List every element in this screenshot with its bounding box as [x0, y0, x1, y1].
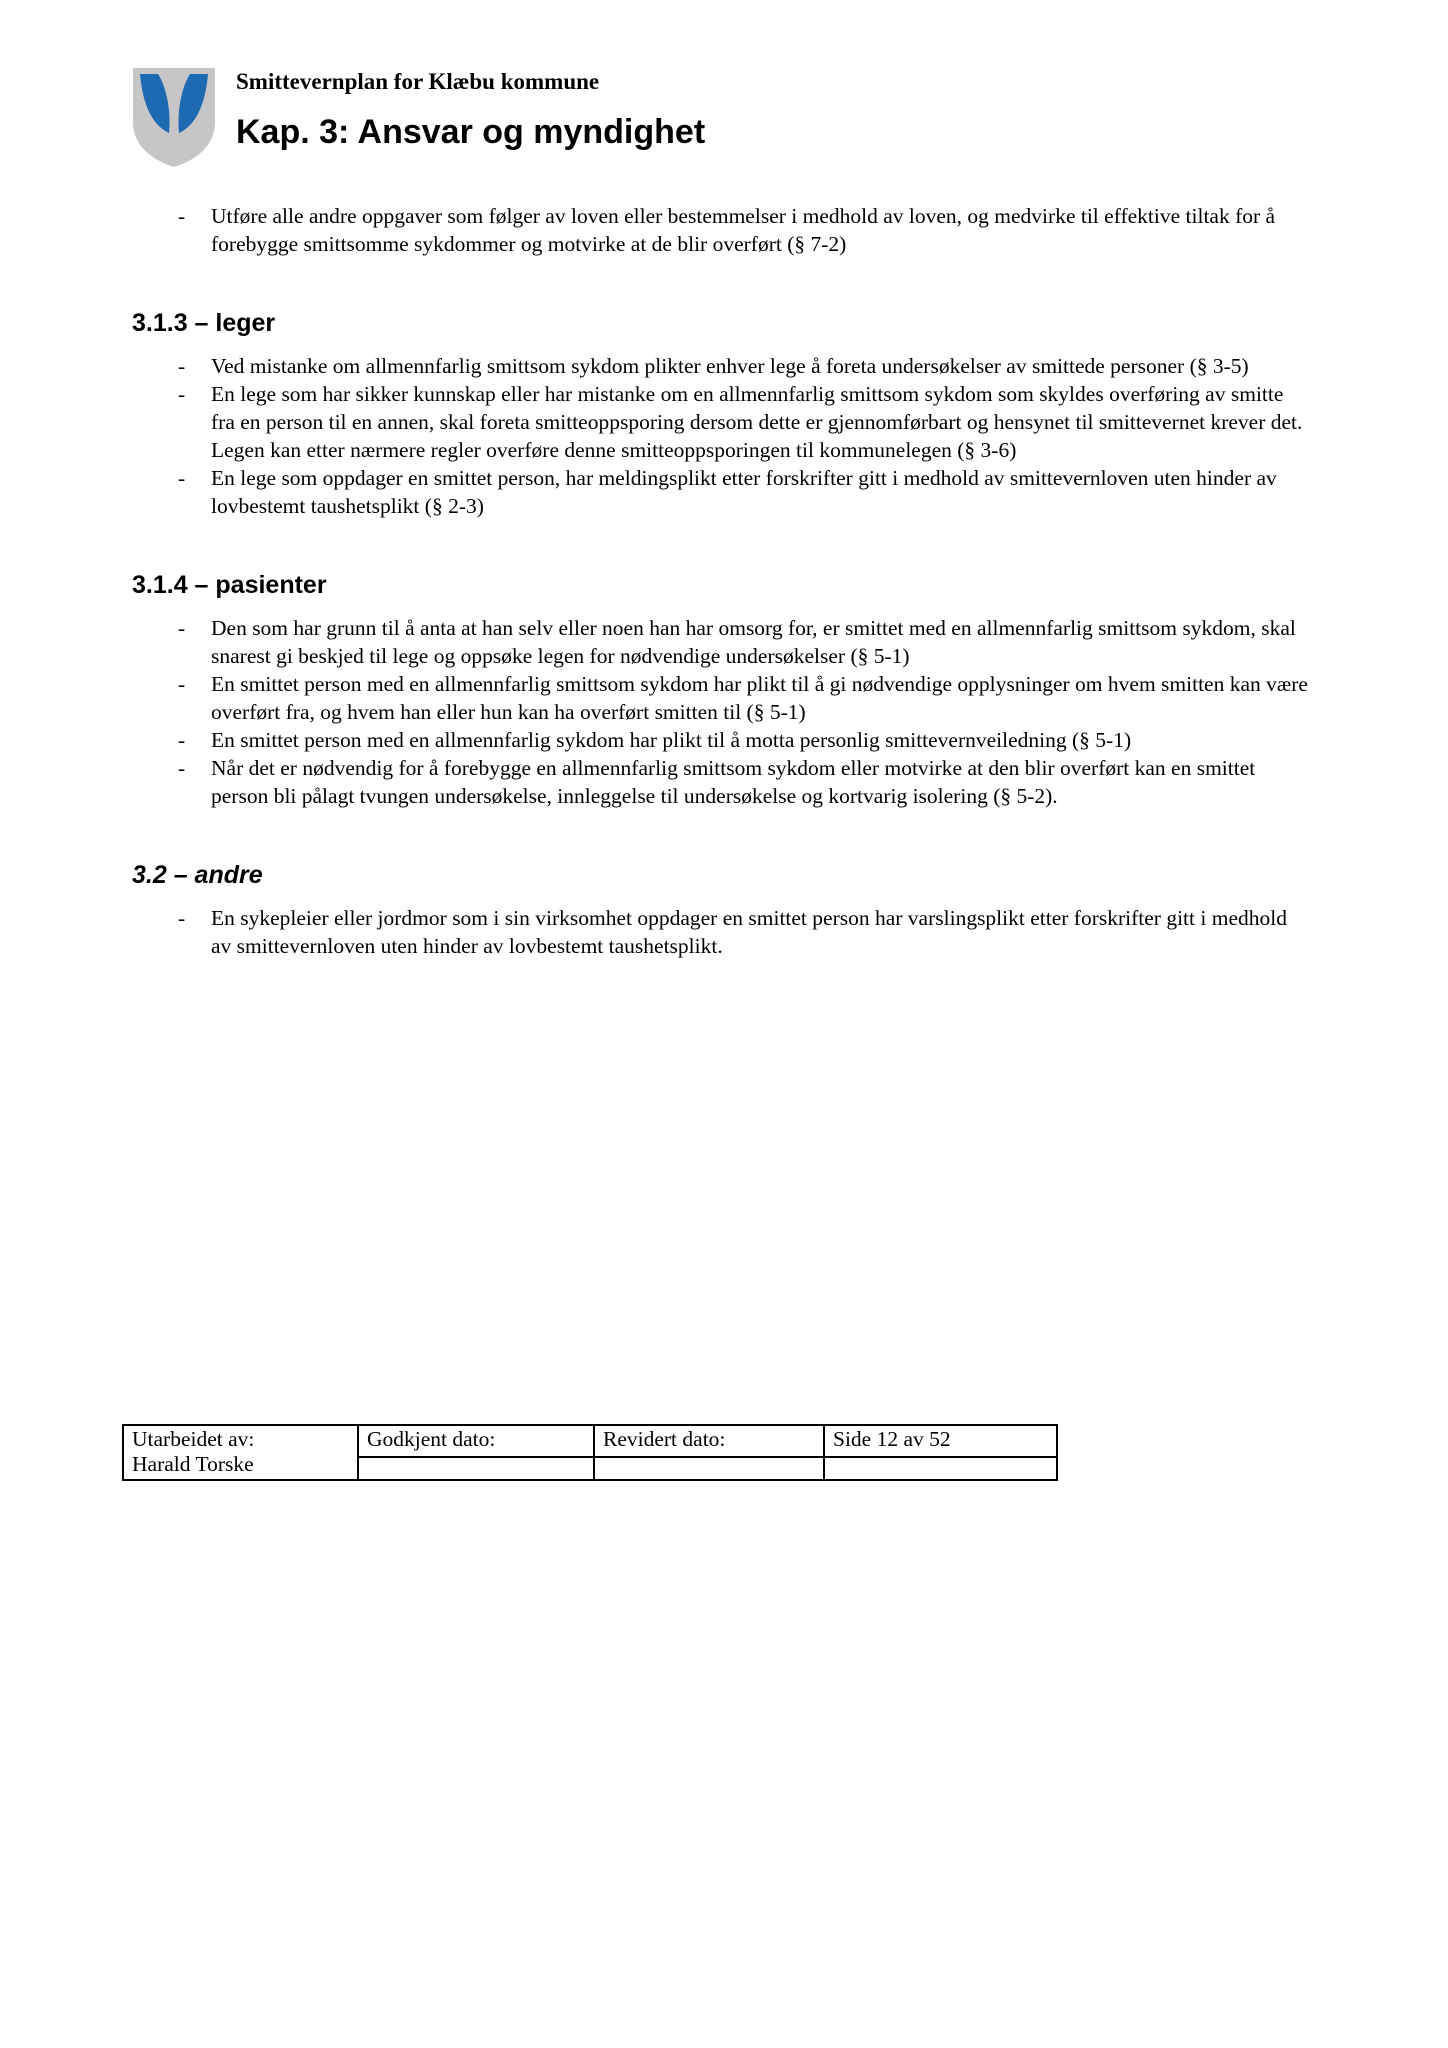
footer-cell-approved-date-empty: [358, 1457, 594, 1480]
dash-bullet: -: [178, 354, 186, 378]
page-header: [130, 66, 1318, 170]
list-item: [132, 352, 1308, 380]
dash-bullet: -: [178, 204, 186, 228]
dash-bullet: -: [178, 672, 186, 696]
dash-bullet: -: [178, 466, 186, 490]
prepared-by-label: Utarbeidet av:: [132, 1427, 255, 1451]
footer-cell-page-number: Side 12 av 52: [824, 1425, 1057, 1457]
section-3-2-list: [132, 904, 1308, 960]
list-item-text: En lege som har sikker kunnskap eller har mistanke om en allmennfarlig smittsom sykdom som skyldes overføring av smitte fra en person til en annen, skal foreta smitteoppsporing dersom dette er gjennomførbart og hensynet til smittevernet krever det. Legen kan etter nærmere regler overføre denne smitteoppsporingen til kommunelegen (§ 3-6): [211, 382, 1303, 462]
intro-list: [132, 202, 1308, 258]
chapter-title: Kap. 3: Ansvar og myndighet: [236, 113, 706, 151]
section-heading-3-1-4: 3.1.4 – pasienter: [132, 571, 327, 599]
list-item: [132, 614, 1308, 670]
list-item-text: Utføre alle andre oppgaver som følger av loven eller bestemmelser i medhold av loven, og medvirke til effektive tiltak for å forebygge smittsomme sykdommer og motvirke at de blir overført (§ 7-2): [211, 204, 1276, 256]
section-3-1-4-list: [132, 614, 1308, 810]
footer-cell-revised-date-empty: [594, 1457, 824, 1480]
dash-bullet: -: [178, 756, 186, 780]
list-item-text: En sykepleier eller jordmor som i sin virksomhet oppdager en smittet person har varslingsplikt etter forskrifter gitt i medhold av smittevernloven uten hinder av lovbestemt taushetsplikt.: [211, 906, 1287, 958]
list-item-text: En smittet person med en allmennfarlig sykdom har plikt til å motta personlig smittevernveiledning (§ 5-1): [211, 728, 1132, 752]
footer-cell-prepared-by: [123, 1425, 358, 1480]
footer-cell-page-number-empty: [824, 1457, 1057, 1480]
dash-bullet: -: [178, 382, 186, 406]
page-content: [132, 202, 1308, 960]
list-item-text: Ved mistanke om allmennfarlig smittsom sykdom plikter enhver lege å foreta undersøkelser av smittede personer (§ 3-5): [211, 354, 1249, 378]
list-item: [132, 380, 1308, 464]
dash-bullet: -: [178, 616, 186, 640]
header-titles: [236, 66, 705, 152]
section-heading-3-1-3: 3.1.3 – leger: [132, 309, 276, 337]
prepared-by-value: Harald Torske: [132, 1452, 254, 1476]
list-item: [132, 670, 1308, 726]
dash-bullet: -: [178, 728, 186, 752]
list-item-text: En smittet person med en allmennfarlig smittsom sykdom har plikt til å gi nødvendige opplysninger om hvem smitten kan være overført fra, og hvem han eller hun kan ha overført smitten til (§ 5-1): [211, 672, 1308, 724]
footer-cell-approved-date: Godkjent dato:: [358, 1425, 594, 1457]
list-item: [132, 754, 1308, 810]
list-item: [132, 726, 1308, 754]
dash-bullet: -: [178, 906, 186, 930]
footer-table: [122, 1424, 1058, 1481]
klaebu-coat-of-arms-icon: [130, 66, 218, 170]
list-item-text: En lege som oppdager en smittet person, har meldingsplikt etter forskrifter gitt i medhold av smittevernloven uten hinder av lovbestemt taushetsplikt (§ 2-3): [211, 466, 1277, 518]
list-item: [132, 202, 1308, 258]
document-title: Smittevernplan for Klæbu kommune: [236, 69, 600, 94]
list-item: [132, 904, 1308, 960]
section-heading-3-2: 3.2 – andre: [132, 861, 263, 889]
list-item: [132, 464, 1308, 520]
section-3-1-3-list: [132, 352, 1308, 520]
footer-cell-revised-date: Revidert dato:: [594, 1425, 824, 1457]
list-item-text: Den som har grunn til å anta at han selv eller noen han har omsorg for, er smittet med en allmennfarlig smittsom sykdom, skal snarest gi beskjed til lege og oppsøke legen for nødvendige undersøkelser (§ 5-1): [211, 616, 1296, 668]
list-item-text: Når det er nødvendig for å forebygge en allmennfarlig smittsom sykdom eller motvirke at den blir overført kan en smittet person bli pålagt tvungen undersøkelse, innleggelse til undersøkelse og kortvarig isolering (§ 5-2).: [211, 756, 1256, 808]
